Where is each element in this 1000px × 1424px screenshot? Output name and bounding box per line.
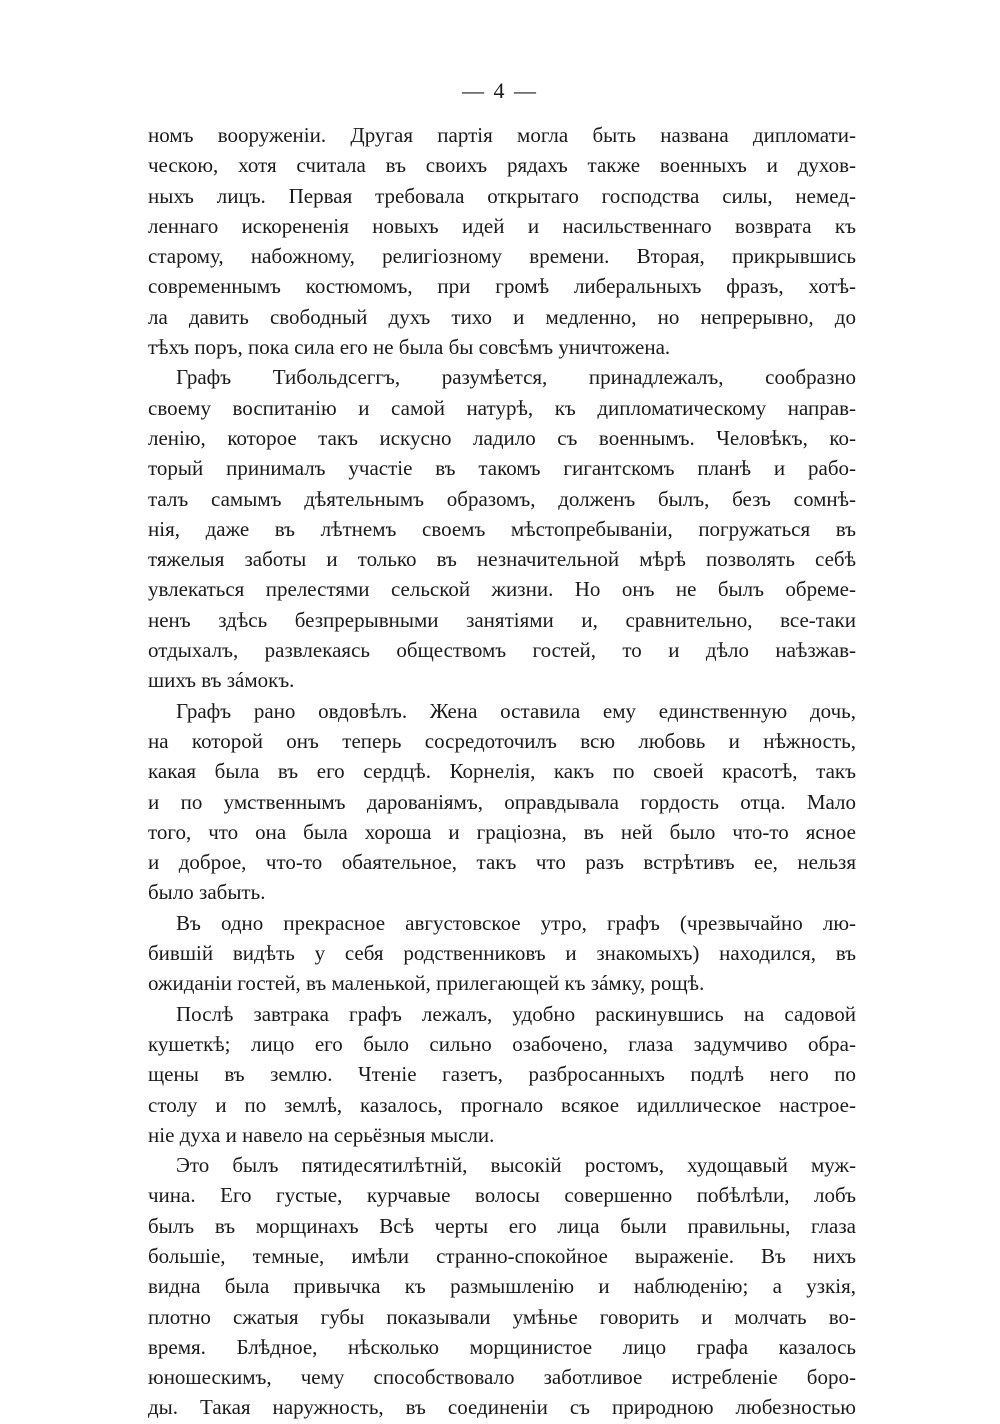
text-line: ла давить свободный духъ тихо и медленно, но непрерывно, до bbox=[148, 304, 856, 329]
text-line: было забыть. bbox=[148, 880, 266, 905]
text-line: торый принималъ участiе въ такомъ гигантскомъ планѣ и рабо- bbox=[148, 456, 856, 481]
text-line: кушеткѣ; лицо его было сильно озабочено, глаза задумчиво обра- bbox=[148, 1031, 856, 1056]
text-line: ожиданiи гостей, въ маленькой, прилегающей къ зáмку, рощѣ. bbox=[148, 971, 705, 996]
text-line: Графъ Тибольдсеггъ, разумѣется, принадлежалъ, сообразно bbox=[176, 365, 856, 390]
text-line: нiе духа и навело на серьёзныя мысли. bbox=[148, 1122, 495, 1147]
text-line: номъ вооруженiи. Другая партiя могла быть названа дипломати- bbox=[148, 123, 856, 147]
text-line: увлекаться прелестями сельской жизни. Но онъ не былъ обреме- bbox=[148, 577, 856, 602]
text-line: талъ самымъ дѣятельнымъ образомъ, долженъ былъ, безъ сомнѣ- bbox=[148, 486, 856, 511]
text-line: большiе, темные, имѣли странно-спокойное выраженiе. Въ нихъ bbox=[148, 1243, 856, 1268]
text-line: столу и по землѣ, казалось, прогнало всякое идиллическое настрое- bbox=[148, 1092, 856, 1117]
text-line: современнымъ костюмомъ, при громѣ либеральныхъ фразъ, хотѣ- bbox=[148, 274, 856, 299]
text-line: Въ одно прекрасное августовское утро, графъ (чрезвычайно лю- bbox=[176, 910, 856, 935]
text-line: на которой онъ теперь сосредоточилъ всю любовь и нѣжность, bbox=[148, 728, 856, 753]
text-line: своему воспитанiю и самой натурѣ, къ дипломатическому направ- bbox=[148, 395, 856, 420]
text-line: время. Блѣдное, нѣсколько морщинистое лицо графа казалось bbox=[148, 1334, 856, 1359]
text-line: щены въ землю. Чтенiе газетъ, разбросанныхъ подлѣ него по bbox=[148, 1062, 856, 1087]
text-line: юношескимъ, чему способствовало заботливое истребленiе боро- bbox=[148, 1365, 856, 1390]
text-line: ныхъ лицъ. Первая требовала открытаго господства силы, немед- bbox=[148, 183, 856, 208]
text-line: леннаго искорененiя новыхъ идей и насильственнаго возврата къ bbox=[148, 213, 856, 238]
text-line: ческою, хотя считала въ своихъ рядахъ также военныхъ и духов- bbox=[148, 153, 856, 178]
text-line: какая была въ его сердцѣ. Корнелiя, какъ по своей красотѣ, такъ bbox=[148, 759, 856, 784]
text-line: того, что она была хороша и грацiозна, въ ней было что-то ясное bbox=[148, 819, 856, 844]
page-number: — 4 — bbox=[462, 78, 538, 103]
text-line: бившiй видѣть у себя родственниковъ и знакомыхъ) находился, въ bbox=[148, 941, 856, 966]
text-line: старому, набожному, религiозному времени. Вторая, прикрывшись bbox=[148, 244, 856, 269]
text-line: ленiю, которое такъ искусно ладило съ военнымъ. Человѣкъ, ко- bbox=[148, 425, 856, 450]
text-line: шихъ въ зáмокъ. bbox=[148, 668, 295, 693]
text-line: ненъ здѣсь безпрерывными занятiями и, сравнительно, все-таки bbox=[148, 607, 856, 632]
text-line: ды. Такая наружность, въ соединенiи съ природною любезностью bbox=[148, 1395, 856, 1420]
text-line: Графъ рано овдовѣлъ. Жена оставила ему единственную дочь, bbox=[176, 698, 856, 723]
text-line: тяжелыя заботы и только въ незначительной мѣрѣ позволять себѣ bbox=[148, 547, 856, 572]
text-line: видна была привычка къ размышленiю и наблюденiю; а узкiя, bbox=[148, 1274, 856, 1299]
text-line: плотно сжатыя губы показывали умѣнье говорить и молчать во- bbox=[148, 1304, 856, 1329]
body-text bbox=[148, 120, 856, 1423]
text-line: былъ въ морщинахъ Всѣ черты его лица были правильны, глаза bbox=[148, 1213, 856, 1238]
text-line: Послѣ завтрака графъ лежалъ, удобно раскинувшись на садовой bbox=[176, 1001, 856, 1026]
text-line: нiя, даже въ лѣтнемъ своемъ мѣстопребыванiи, погружаться въ bbox=[148, 516, 856, 541]
text-line: отдыхалъ, развлекаясь обществомъ гостей, то и дѣло наѣзжав- bbox=[148, 638, 856, 663]
text-line: чина. Его густые, курчавые волосы совершенно побѣлѣли, лобъ bbox=[148, 1183, 856, 1208]
text-line: тѣхъ поръ, пока сила его не была бы совсѣмъ уничтожена. bbox=[148, 335, 671, 360]
text-line: Это былъ пятидесятилѣтнiй, высокiй ростомъ, худощавый муж- bbox=[176, 1153, 856, 1178]
text-line: и по умственнымъ дарованiямъ, оправдывала гордость отца. Мало bbox=[148, 789, 856, 814]
text-line: и доброе, что-то обаятельное, такъ что разъ встрѣтивъ ее, нельзя bbox=[148, 850, 856, 875]
